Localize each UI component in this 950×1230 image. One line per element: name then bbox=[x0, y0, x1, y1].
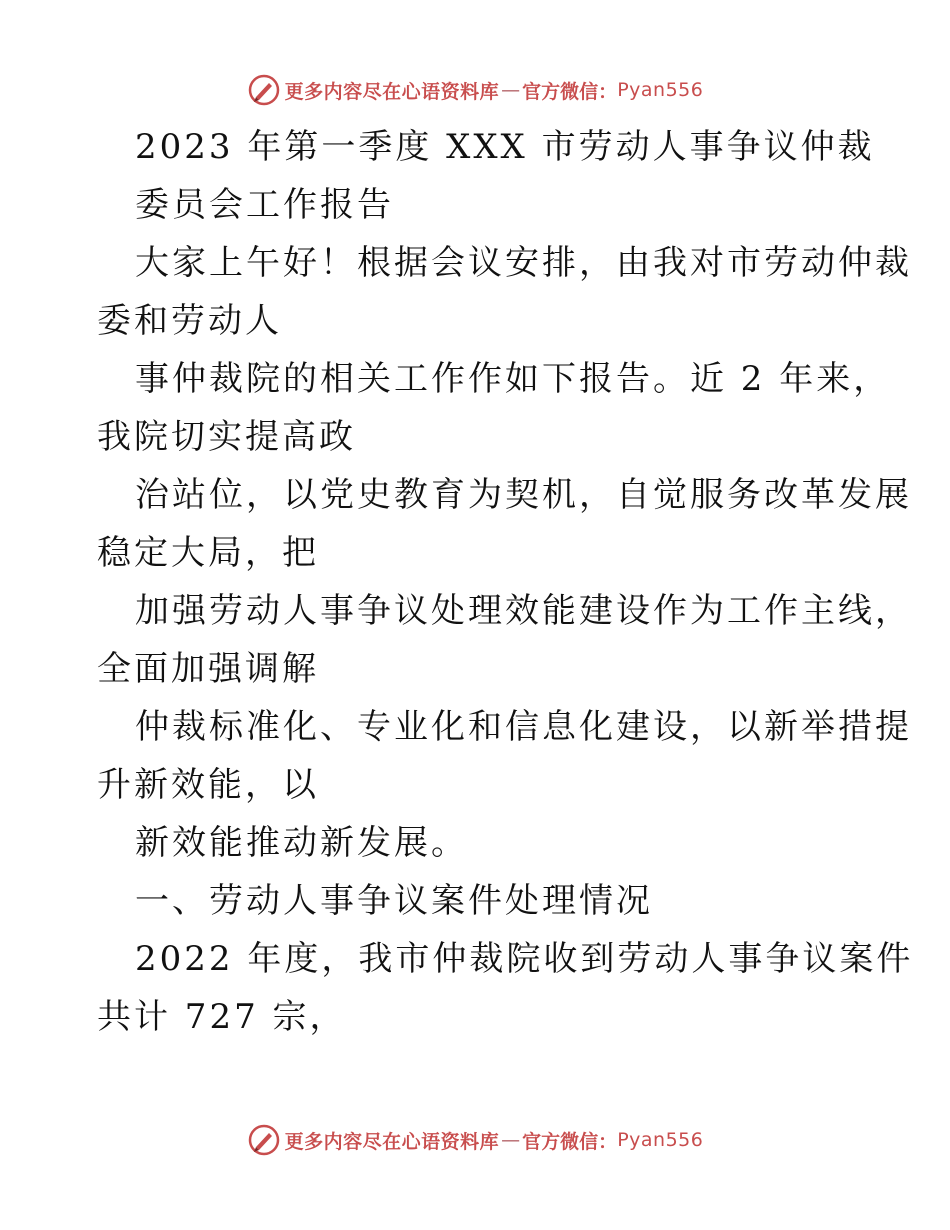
header-watermark bbox=[0, 70, 950, 110]
watermark-site-text: 更多内容尽在心语资料库 bbox=[284, 80, 500, 103]
body-line: 新效能推动新发展。 bbox=[135, 823, 468, 863]
watermark-separator: — bbox=[501, 79, 521, 101]
body-line: 委和劳动人 bbox=[97, 301, 282, 341]
body-line: 稳定大局，把 bbox=[97, 533, 319, 573]
body-line: 治站位，以党史教育为契机，自觉服务改革发展 bbox=[135, 475, 912, 515]
watermark-separator: — bbox=[501, 1129, 521, 1151]
body-line: 2023 年第一季度 XXX 市劳动人事争议仲裁 bbox=[135, 127, 875, 167]
body-line: 大家上午好！根据会议安排，由我对市劳动仲裁 bbox=[135, 243, 912, 283]
pen-logo-icon bbox=[247, 73, 281, 107]
watermark-wechat-label: 官方微信： bbox=[522, 80, 618, 103]
body-line: 升新效能，以 bbox=[97, 765, 319, 805]
body-line: 2022 年度，我市仲裁院收到劳动人事争议案件 bbox=[135, 939, 914, 979]
watermark-site-text: 更多内容尽在心语资料库 bbox=[284, 1130, 500, 1153]
watermark-wechat-id: Pyan556 bbox=[617, 79, 704, 101]
body-line: 全面加强调解 bbox=[97, 649, 319, 689]
watermark-wechat-id: Pyan556 bbox=[617, 1129, 704, 1151]
body-line: 委员会工作报告 bbox=[135, 185, 394, 225]
document-body bbox=[97, 125, 914, 1053]
pen-logo-icon bbox=[247, 1123, 281, 1157]
section-heading: 一、劳动人事争议案件处理情况 bbox=[135, 881, 653, 921]
body-line: 事仲裁院的相关工作作如下报告。近 2 年来， bbox=[135, 359, 891, 399]
body-line: 加强劳动人事争议处理效能建设作为工作主线， bbox=[135, 591, 912, 631]
footer-watermark bbox=[0, 1120, 950, 1160]
watermark-wechat-label: 官方微信： bbox=[522, 1130, 618, 1153]
body-line: 我院切实提高政 bbox=[97, 417, 356, 457]
body-line: 共计 727 宗， bbox=[97, 997, 347, 1037]
body-line: 仲裁标准化、专业化和信息化建设，以新举措提 bbox=[135, 707, 912, 747]
